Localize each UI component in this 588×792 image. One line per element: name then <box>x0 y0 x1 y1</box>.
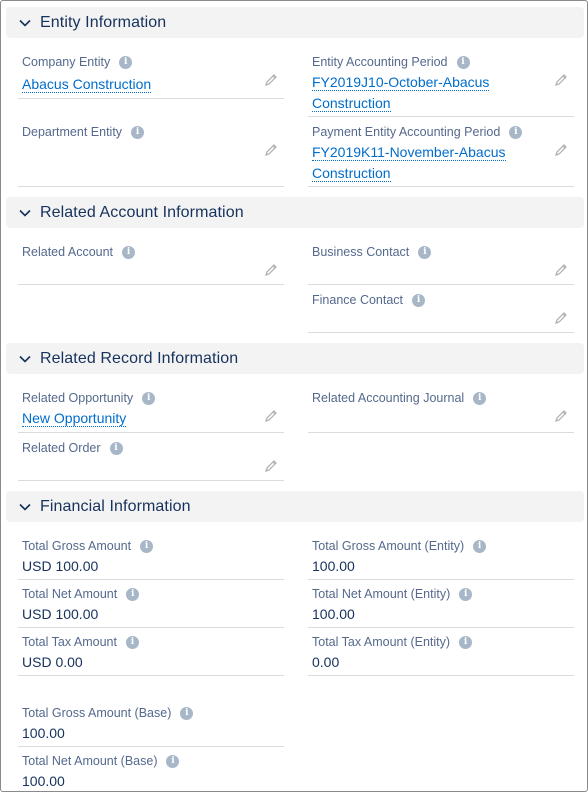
field-total-net-amount-base <box>18 752 284 792</box>
info-icon[interactable]: i <box>119 56 132 69</box>
info-icon[interactable]: i <box>126 636 139 649</box>
field-label: Total Gross Amount <box>22 539 132 553</box>
pencil-icon[interactable] <box>264 263 278 277</box>
payment-entity-accounting-period-link-line2[interactable]: Construction <box>312 165 391 181</box>
field-total-gross-amount-entity <box>308 537 574 580</box>
chevron-down-icon[interactable] <box>16 204 34 222</box>
chevron-down-icon[interactable] <box>16 350 34 368</box>
field-related-order <box>18 439 284 481</box>
section-header-entity[interactable] <box>6 7 584 38</box>
info-icon[interactable]: i <box>110 442 123 455</box>
total-net-amount-entity-value: 100.00 <box>312 606 355 622</box>
pencil-icon[interactable] <box>554 263 568 277</box>
info-icon[interactable]: i <box>457 56 470 69</box>
field-label: Related Opportunity <box>22 391 134 405</box>
pencil-icon[interactable] <box>264 143 278 157</box>
field-label: Department Entity <box>22 125 123 139</box>
entity-accounting-period-link-line2[interactable]: Construction <box>312 95 391 111</box>
section-header-related-record[interactable] <box>6 343 584 374</box>
info-icon[interactable]: i <box>412 294 425 307</box>
info-icon[interactable]: i <box>459 636 472 649</box>
section-header-financial[interactable] <box>6 491 584 522</box>
field-label: Total Gross Amount (Base) <box>22 706 172 720</box>
total-gross-amount-base-value: 100.00 <box>22 725 65 741</box>
field-entity-accounting-period <box>308 53 574 117</box>
field-label: Total Net Amount (Base) <box>22 754 158 768</box>
total-tax-amount-entity-value: 0.00 <box>312 654 340 670</box>
field-label: Related Accounting Journal <box>312 391 465 405</box>
section-title: Financial Information <box>40 497 191 515</box>
field-label: Payment Entity Accounting Period <box>312 125 501 139</box>
field-related-account <box>18 243 284 285</box>
section-title: Related Account Information <box>40 203 244 221</box>
info-icon[interactable]: i <box>459 588 472 601</box>
field-total-net-amount <box>18 585 284 628</box>
field-label: Related Account <box>22 245 114 259</box>
field-total-tax-amount <box>18 633 284 676</box>
pencil-icon[interactable] <box>264 409 278 423</box>
total-net-amount-value: USD 100.00 <box>22 606 99 622</box>
field-label: Entity Accounting Period <box>312 55 448 69</box>
info-icon[interactable]: i <box>418 246 431 259</box>
pencil-icon[interactable] <box>554 409 568 423</box>
info-icon[interactable]: i <box>142 392 155 405</box>
field-label: Total Tax Amount (Entity) <box>312 635 451 649</box>
payment-entity-accounting-period-link-line1[interactable]: FY2019K11-November-Abacus <box>312 144 506 160</box>
info-icon[interactable]: i <box>509 126 522 139</box>
total-net-amount-base-value: 100.00 <box>22 773 65 789</box>
pencil-icon[interactable] <box>554 311 568 325</box>
field-label: Business Contact <box>312 245 410 259</box>
field-department-entity <box>18 123 284 187</box>
field-label: Finance Contact <box>312 293 404 307</box>
pencil-icon[interactable] <box>264 73 278 87</box>
section-title: Entity Information <box>40 13 167 31</box>
info-icon[interactable]: i <box>473 392 486 405</box>
info-icon[interactable]: i <box>140 540 153 553</box>
field-company-entity <box>18 53 284 99</box>
field-total-net-amount-entity <box>308 585 574 628</box>
total-tax-amount-value: USD 0.00 <box>22 654 83 670</box>
field-total-tax-amount-entity <box>308 633 574 676</box>
field-finance-contact <box>308 291 574 333</box>
info-icon[interactable]: i <box>122 246 135 259</box>
info-icon[interactable]: i <box>166 755 179 768</box>
field-label: Total Gross Amount (Entity) <box>312 539 465 553</box>
field-label: Total Net Amount <box>22 587 118 601</box>
total-gross-amount-entity-value: 100.00 <box>312 558 355 574</box>
section-title: Related Record Information <box>40 349 239 367</box>
field-business-contact <box>308 243 574 285</box>
info-icon[interactable]: i <box>180 707 193 720</box>
info-icon[interactable]: i <box>131 126 144 139</box>
pencil-icon[interactable] <box>264 459 278 473</box>
field-total-gross-amount-base <box>18 704 284 747</box>
field-related-accounting-journal <box>308 389 574 433</box>
field-label: Related Order <box>22 441 101 455</box>
field-total-gross-amount <box>18 537 284 580</box>
info-icon[interactable]: i <box>473 540 486 553</box>
chevron-down-icon[interactable] <box>16 498 34 516</box>
company-entity-link[interactable]: Abacus Construction <box>22 76 152 92</box>
chevron-down-icon[interactable] <box>16 14 34 32</box>
entity-accounting-period-link-line1[interactable]: FY2019J10-October-Abacus <box>312 74 490 90</box>
field-label: Total Tax Amount <box>22 635 117 649</box>
info-icon[interactable]: i <box>126 588 139 601</box>
field-label: Company Entity <box>22 55 111 69</box>
pencil-icon[interactable] <box>554 73 568 87</box>
field-payment-entity-accounting-period <box>308 123 574 187</box>
field-related-opportunity <box>18 389 284 433</box>
pencil-icon[interactable] <box>554 143 568 157</box>
field-label: Total Net Amount (Entity) <box>312 587 451 601</box>
related-opportunity-link[interactable]: New Opportunity <box>22 410 127 426</box>
total-gross-amount-value: USD 100.00 <box>22 558 99 574</box>
section-header-related-account[interactable] <box>6 197 584 228</box>
